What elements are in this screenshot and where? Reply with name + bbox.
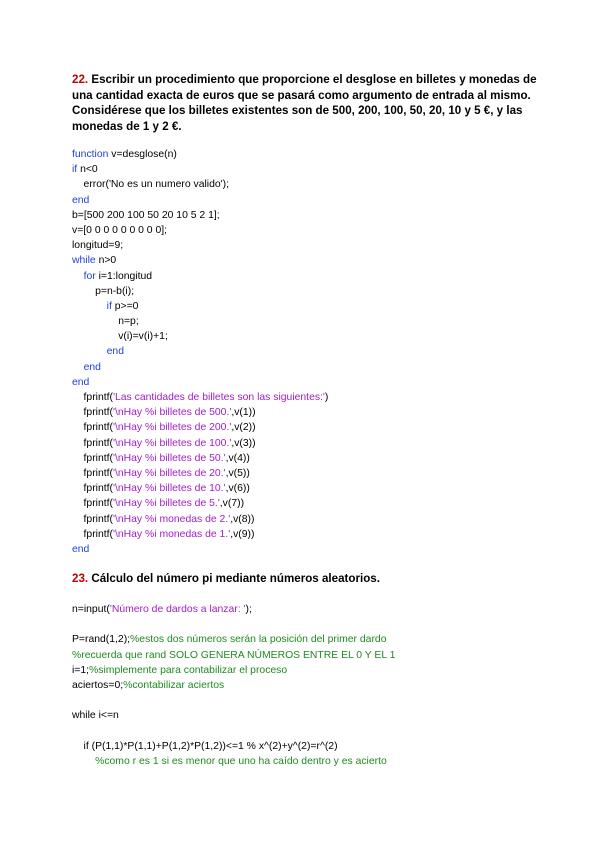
code-token <box>72 346 107 357</box>
code-token <box>72 271 84 282</box>
code-token: %como r es 1 si es menor que uno ha caído dentro y es acierto <box>72 755 387 767</box>
code-token: function <box>72 149 109 160</box>
code-line <box>72 496 542 511</box>
exercise-22-title: Escribir un procedimiento que proporcione el desglose en billetes y monedas de una cantidad exacta de euros que se pasará como argumento de entrada al mismo. Considérese que los billetes existentes son de 500, 200, 100, 50, 20, 10 y 5 €, y las monedas de 1 y 2 €. <box>72 73 537 133</box>
code-line <box>72 390 542 405</box>
code-token: fprintf( <box>72 513 113 525</box>
code-line <box>72 329 542 344</box>
code-line <box>72 238 542 253</box>
code-token: error('No es un numero valido'); <box>72 179 230 191</box>
code-token: ) <box>324 392 329 403</box>
code-token: %contabilizar aciertos <box>123 679 225 691</box>
code-token: '\nHay %i billetes de 10.' <box>113 483 226 495</box>
code-token: fprintf( <box>72 437 113 449</box>
code-token: '\nHay %i monedas de 1.' <box>113 528 231 540</box>
code-line <box>72 375 542 390</box>
code-token: fprintf( <box>72 528 113 540</box>
code-line <box>72 436 542 451</box>
code-line <box>72 542 542 557</box>
code-line <box>72 451 542 466</box>
exercise-23-number: 23. <box>72 572 89 585</box>
code-token: ,v(7)) <box>219 498 245 510</box>
code-line <box>72 177 542 192</box>
code-line <box>72 284 542 299</box>
code-token: ,v(1)) <box>231 407 256 419</box>
code-token: n=input( <box>72 604 110 615</box>
code-block-23 <box>72 602 542 769</box>
code-token: n>0 <box>95 255 117 267</box>
code-line <box>72 527 542 542</box>
code-token: n=p; <box>72 316 139 328</box>
code-line <box>72 481 542 496</box>
code-token: ,v(6)) <box>225 483 250 495</box>
code-token: end <box>83 361 101 373</box>
code-token: fprintf( <box>72 452 113 464</box>
code-line <box>72 299 542 314</box>
code-line <box>72 147 542 162</box>
exercise-22-heading <box>72 72 542 134</box>
code-token: p=n-b(i); <box>72 285 135 297</box>
code-token: end <box>106 346 124 358</box>
code-line <box>72 420 542 435</box>
code-token: while i<=n <box>72 710 119 722</box>
code-token: v=desglose(n) <box>108 149 177 160</box>
code-token: fprintf( <box>72 422 113 434</box>
code-token: ,v(2)) <box>231 422 256 434</box>
code-token: '\nHay %i monedas de 2.' <box>113 513 231 525</box>
code-line <box>72 314 542 329</box>
code-token: fprintf( <box>72 483 113 495</box>
code-token: if <box>106 300 112 312</box>
code-line <box>72 739 542 754</box>
code-line <box>72 269 542 284</box>
code-token: '\nHay %i billetes de 20.' <box>113 467 226 479</box>
code-line <box>72 208 542 223</box>
code-token: 'Número de dardos a lanzar: ' <box>109 604 246 615</box>
code-token: '\nHay %i billetes de 50.' <box>113 452 226 464</box>
code-block-22 <box>72 147 542 557</box>
code-token: i=1:longitud <box>95 270 153 282</box>
code-token: 'Las cantidades de billetes son las siguientes:' <box>113 392 325 403</box>
code-line <box>72 678 542 693</box>
code-token: aciertos=0; <box>72 679 124 691</box>
code-token: P=rand(1,2); <box>72 634 131 646</box>
code-token: %recuerda que rand SOLO GENERA NÚMEROS ENTRE EL 0 Y EL 1 <box>72 649 396 661</box>
code-token: n<0 <box>77 164 98 176</box>
code-line <box>72 602 542 617</box>
code-line <box>72 223 542 238</box>
code-line <box>72 648 542 663</box>
code-token: end <box>72 376 90 388</box>
code-token: if <box>72 164 78 176</box>
code-line <box>72 512 542 527</box>
code-token: ,v(4)) <box>225 452 250 464</box>
code-line <box>72 466 542 481</box>
code-token: i=1; <box>72 664 90 676</box>
code-line <box>72 253 542 268</box>
exercise-23-heading <box>72 571 542 587</box>
code-line <box>72 693 542 708</box>
code-token: fprintf( <box>72 392 113 403</box>
code-token: %simplemente para contabilizar el proceso <box>89 664 288 676</box>
code-token: ,v(9)) <box>230 528 255 540</box>
code-token: ,v(8)) <box>230 513 255 525</box>
code-line <box>72 360 542 375</box>
code-token <box>72 362 84 373</box>
code-token <box>72 301 107 312</box>
code-line <box>72 162 542 177</box>
code-line <box>72 663 542 678</box>
code-line <box>72 632 542 647</box>
code-token: fprintf( <box>72 498 113 510</box>
code-line <box>72 344 542 359</box>
code-line <box>72 405 542 420</box>
code-token: ); <box>245 604 252 615</box>
code-line <box>72 754 542 769</box>
code-token: end <box>72 194 90 206</box>
code-token: v=[0 0 0 0 0 0 0 0 0]; <box>72 224 168 236</box>
code-token: p>=0 <box>111 300 139 312</box>
code-token: %estos dos números serán la posición del primer dardo <box>130 634 387 646</box>
code-token: ,v(3)) <box>231 437 256 449</box>
code-line <box>72 724 542 739</box>
code-token: ,v(5)) <box>225 467 250 479</box>
code-token: longitud=9; <box>72 240 124 252</box>
code-token: while <box>72 255 96 267</box>
code-token: fprintf( <box>72 407 113 419</box>
code-token: if (P(1,1)*P(1,1)+P(1,2)*P(1,2))<=1 % x^(2)+y^(2)=r^(2) <box>72 740 338 752</box>
code-token: end <box>72 543 90 555</box>
exercise-22-number: 22. <box>72 73 89 86</box>
code-token: fprintf( <box>72 467 113 479</box>
code-token: '\nHay %i billetes de 200.' <box>113 422 232 434</box>
code-token: v(i)=v(i)+1; <box>72 331 168 343</box>
code-token: '\nHay %i billetes de 5.' <box>113 498 220 510</box>
code-token: b=[500 200 100 50 20 10 5 2 1]; <box>72 209 220 221</box>
code-line <box>72 617 542 632</box>
code-token: '\nHay %i billetes de 100.' <box>113 437 232 449</box>
exercise-23-title: Cálculo del número pi mediante números aleatorios. <box>88 572 380 585</box>
code-line <box>72 193 542 208</box>
code-line <box>72 708 542 723</box>
code-token: for <box>83 270 96 282</box>
code-token: '\nHay %i billetes de 500.' <box>113 407 232 419</box>
